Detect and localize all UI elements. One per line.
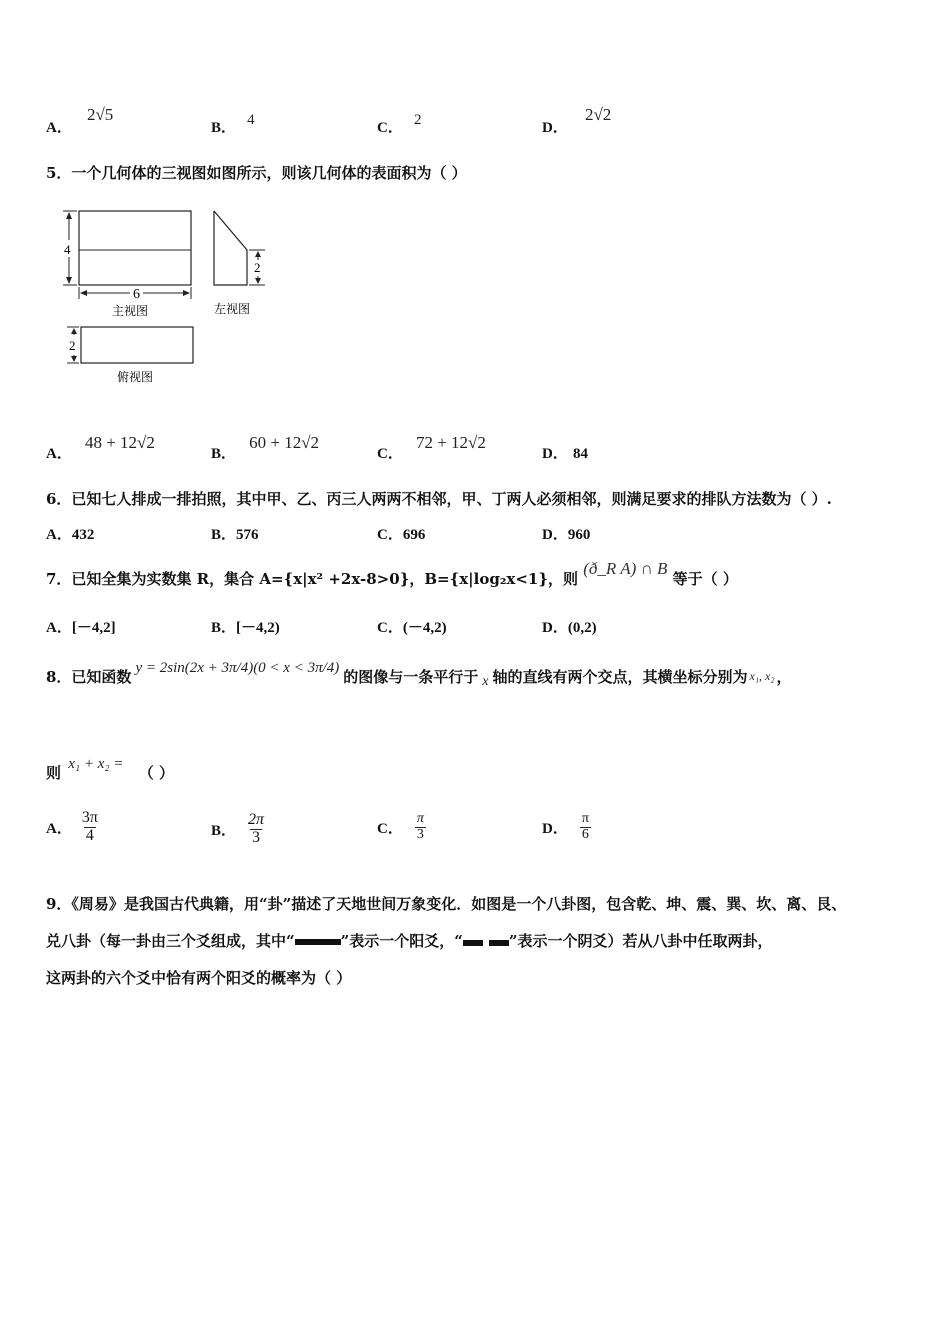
option-value: 696 (402, 527, 426, 543)
fraction-denominator: 3 (252, 828, 261, 846)
option-value: 72 + 12√2 (415, 433, 486, 452)
option-value: [－4,2] (71, 620, 116, 636)
dim-side-label: 2 (254, 260, 261, 275)
front-view-caption: 主视图 (112, 304, 149, 318)
three-view-figure (55, 200, 285, 390)
q8-option-a (46, 810, 100, 845)
option-label: C． (377, 120, 403, 136)
option-label: A． (46, 120, 72, 136)
option-value: 2√2 (584, 105, 612, 124)
q8-line2-suffix: （ ） (138, 764, 174, 782)
fraction-numerator: π (581, 811, 589, 826)
option-value: 432 (71, 527, 95, 543)
top-view-rect (81, 327, 193, 363)
option-label: B． (211, 527, 237, 543)
option-label: A． (46, 446, 72, 462)
q7-set-expr: (ð_R A) ∩ B (583, 559, 668, 578)
q8-stem-prefix: 8．已知函数 (46, 667, 132, 686)
option-label: C． (377, 820, 403, 837)
fraction-numerator: π (416, 811, 424, 826)
q6-option-b (211, 523, 259, 544)
q8-option-d (542, 812, 591, 842)
q9-line1: 9．《周易》是我国古代典籍，用“卦”描述了天地世间万象变化．如图是一个八卦图，包含乾、坤、震、巽、坎、离、艮、 (46, 895, 847, 913)
option-value: (0,2) (567, 620, 597, 636)
option-value: [－4,2) (236, 620, 280, 636)
q5-option-d (542, 442, 588, 463)
side-view-caption: 左视图 (214, 302, 251, 316)
q8-option-c (377, 812, 426, 842)
q7-option-b (211, 616, 280, 637)
option-label: C． (377, 527, 403, 543)
yang-yao-symbol (295, 939, 341, 945)
option-value: 4 (247, 112, 255, 128)
q7-option-d (542, 616, 597, 637)
fraction-numerator: 2π (248, 811, 265, 828)
q9-line3: 这两卦的六个爻中恰有两个阳爻的概率为（ ） (46, 969, 352, 987)
option-value: 84 (572, 446, 588, 462)
option-label: B． (211, 822, 237, 839)
q8-line2 (46, 752, 174, 782)
q7-option-c (377, 616, 447, 637)
q8-function: y = 2sin(2x + 3π/4)(0 < x < 3π/4) (135, 659, 340, 676)
option-label: B． (211, 120, 237, 136)
fraction-denominator: 3 (416, 826, 424, 842)
option-fraction (246, 812, 266, 847)
option-value: (－4,2) (402, 620, 447, 636)
option-label: D． (542, 820, 568, 837)
option-value: 2√5 (86, 105, 114, 124)
q9-line2-part-c: ”表示一个阴爻）若从八卦中任取两卦， (508, 932, 773, 950)
option-label: A． (46, 527, 72, 543)
option-fraction (415, 812, 426, 842)
q4-option-b (211, 108, 255, 136)
option-label: B． (211, 620, 237, 636)
q9-line2-part-a: 兑八卦（每一卦由三个爻组成，其中“ (46, 932, 295, 950)
q6-stem: 6．已知七人排成一排拍照，其中甲、乙、丙三人两两不相邻，甲、丁两人必须相邻，则满足要求的排队方法数为（ ）. (46, 490, 832, 508)
q6-option-c (377, 523, 425, 544)
option-value: 48 + 12√2 (84, 433, 155, 452)
q4-option-c (377, 108, 422, 136)
q8-stem (46, 654, 792, 698)
q8-line2-prefix: 则 (46, 764, 62, 782)
q9-line2-part-b: ”表示一个阳爻，“ (340, 932, 463, 950)
front-view-rect (79, 211, 191, 285)
option-label: B． (211, 446, 237, 462)
option-label: D． (542, 527, 568, 543)
dim-height-label: 4 (64, 242, 71, 257)
q8-stem-suffix: 轴的直线有两个交点，其横坐标分别为 (492, 667, 748, 686)
option-label: D． (542, 446, 568, 462)
dim-width-label: 6 (133, 287, 140, 302)
q5-stem: 5．一个几何体的三视图如图所示，则该几何体的表面积为（ ） (46, 164, 467, 182)
option-label: D． (542, 120, 568, 136)
q8-option-b (211, 812, 266, 847)
q7-stem-after: 等于（ ） (672, 570, 738, 588)
q7-stem-before: 7．已知全集为实数集 R，集合 A={x|x² +2x-8>0}，B={x|log₂x<1}，则 (46, 570, 578, 588)
option-label: C． (377, 620, 403, 636)
q7-option-a (46, 616, 116, 637)
side-view-shape (214, 211, 247, 285)
q5-option-c (377, 432, 486, 462)
option-fraction (580, 812, 591, 842)
q4-option-a (46, 104, 114, 136)
fraction-denominator: 6 (581, 826, 589, 842)
q8-axis: x (482, 674, 489, 689)
top-view-caption: 俯视图 (117, 370, 154, 384)
option-label: A． (46, 620, 72, 636)
q9-line2 (46, 930, 773, 951)
q6-option-d (542, 523, 590, 544)
q8-roots: x₁, x₂ (749, 668, 775, 683)
q7-stem (46, 559, 738, 589)
q8-stem-end: ， (776, 667, 792, 686)
option-value: 60 + 12√2 (249, 433, 320, 452)
option-value: 576 (236, 527, 259, 543)
option-value: 960 (567, 527, 591, 543)
option-label: A． (46, 820, 72, 837)
option-label: D． (542, 620, 568, 636)
option-label: C． (377, 446, 403, 462)
q8-line2-expr: x₁ + x₂ = (68, 756, 124, 772)
dim-top-label: 2 (69, 338, 76, 353)
option-fraction (80, 810, 100, 845)
q5-option-a (46, 432, 155, 462)
yin-yao-symbol (463, 933, 509, 951)
fraction-numerator: 3π (81, 809, 98, 826)
option-value: 2 (413, 112, 422, 128)
fraction-denominator: 4 (85, 826, 94, 844)
q5-option-b (211, 432, 320, 462)
q8-stem-middle: 的图像与一条平行于 (343, 667, 479, 686)
q6-option-a (46, 523, 94, 544)
q4-option-d (542, 104, 612, 136)
